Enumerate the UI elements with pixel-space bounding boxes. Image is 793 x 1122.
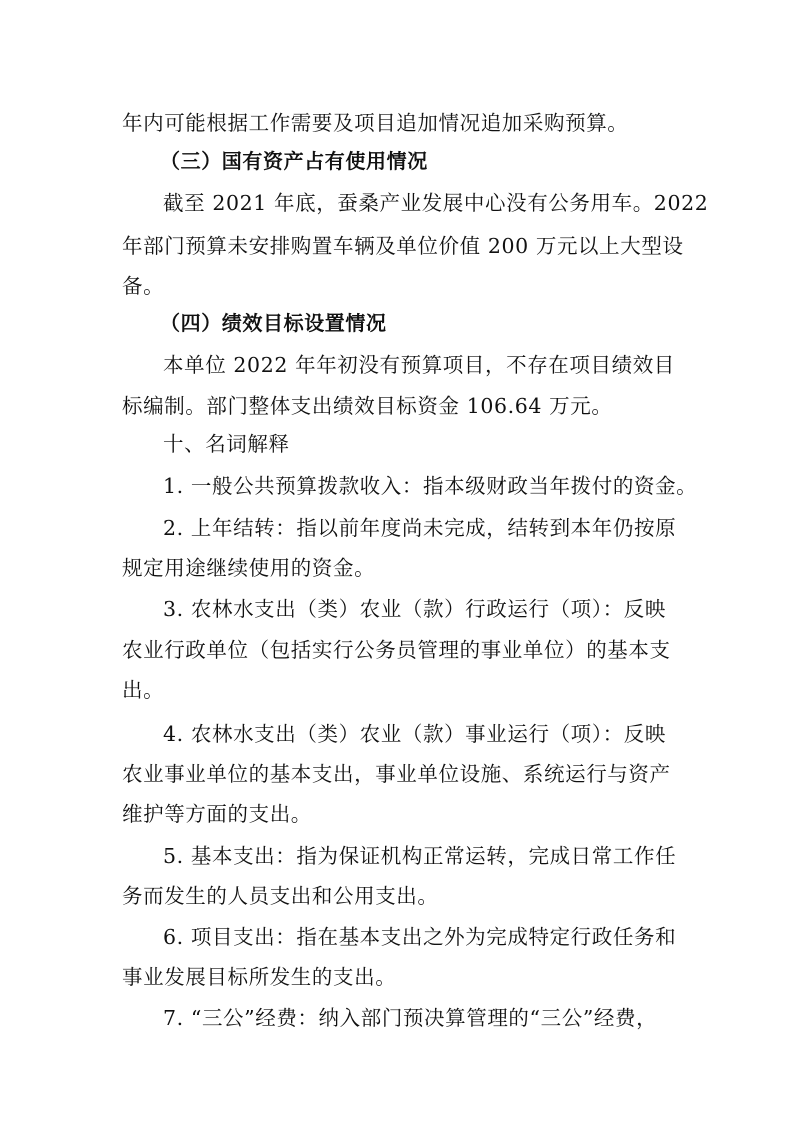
- paragraph-line: 出。: [122, 678, 165, 702]
- section-heading: （四）绩效目标设置情况: [160, 311, 387, 335]
- paragraph-line: 标编制。部门整体支出绩效目标资金 106.64 万元。: [122, 394, 613, 418]
- paragraph-line: 7. “三公”经费：纳入部门预决算管理的“三公”经费，: [163, 1006, 658, 1030]
- section-heading: （三）国有资产占有使用情况: [160, 149, 428, 173]
- paragraph-line: 6. 项目支出：指在基本支出之外为完成特定行政任务和: [163, 925, 677, 949]
- paragraph-line: 截至 2021 年底，蚕桑产业发展中心没有公务用车。2022: [163, 191, 709, 215]
- paragraph-line: 3. 农林水支出（类）农业（款）行政运行（项）：反映: [163, 597, 666, 621]
- paragraph-line: 事业发展目标所发生的支出。: [122, 965, 397, 989]
- paragraph-line: 本单位 2022 年年初没有预算项目，不存在项目绩效目: [163, 353, 675, 377]
- paragraph-line: 4. 农林水支出（类）农业（款）事业运行（项）：反映: [163, 722, 666, 746]
- paragraph-line: 2. 上年结转：指以前年度尚未完成，结转到本年仍按原: [163, 516, 677, 540]
- paragraph-line: 备。: [122, 274, 165, 298]
- paragraph-line: 维护等方面的支出。: [122, 802, 312, 826]
- paragraph-line: 1. 一般公共预算拨款收入：指本级财政当年拨付的资金。: [163, 474, 698, 498]
- paragraph-line: 农业事业单位的基本支出，事业单位设施、系统运行与资产: [122, 762, 671, 786]
- chapter-heading: 十、名词解释: [163, 432, 290, 456]
- paragraph-line: 5. 基本支出：指为保证机构正常运转，完成日常工作任: [163, 844, 677, 868]
- paragraph-line: 务而发生的人员支出和公用支出。: [122, 884, 439, 908]
- paragraph-line: 农业行政单位（包括实行公务员管理的事业单位）的基本支: [122, 638, 671, 662]
- paragraph-line: 规定用途继续使用的资金。: [122, 556, 376, 580]
- paragraph-line: 年部门预算未安排购置车辆及单位价值 200 万元以上大型设: [122, 234, 684, 258]
- paragraph-line: 年内可能根据工作需要及项目追加情况追加采购预算。: [122, 111, 629, 135]
